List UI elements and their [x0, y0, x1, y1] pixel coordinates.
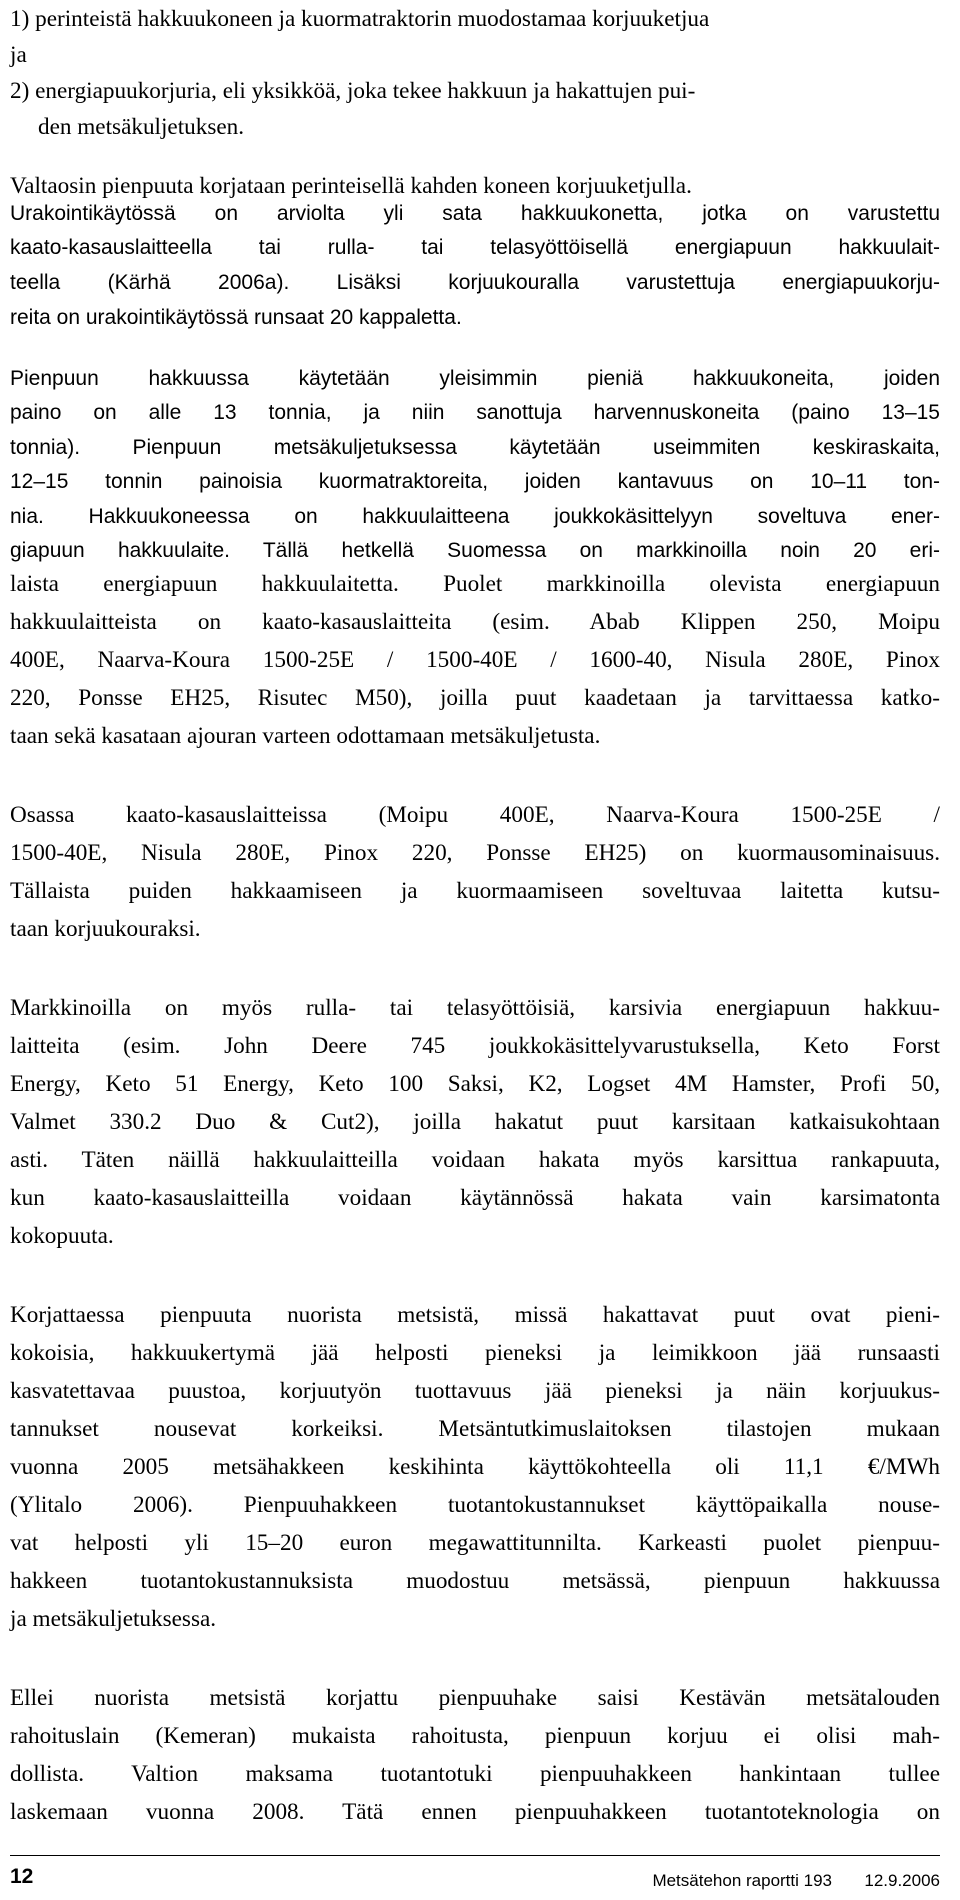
paragraph-line: Tällaista puiden hakkaamiseen ja kuormaamiseen soveltuvaa laitetta kutsu-: [10, 878, 940, 904]
paragraph-line: Valtaosin pienpuuta korjataan perinteisellä kahden koneen korjuuketjulla.: [10, 173, 692, 199]
paragraph-line: giapuun hakkuulaite. Tällä hetkellä Suomessa on markkinoilla noin 20 eri-: [10, 539, 940, 562]
paragraph-line: teella (Kärhä 2006a). Lisäksi korjuukouralla varustettuja energiapuukorju-: [10, 271, 940, 294]
list-item-2-continued: den metsäkuljetuksen.: [38, 114, 245, 140]
paragraph-line: paino on alle 13 tonnia, ja niin sanottuja harvennuskoneita (paino 13–15: [10, 401, 940, 424]
paragraph-line: hakkuulaitteista on kaato-kasauslaitteita (esim. Abab Klippen 250, Moipu: [10, 609, 940, 635]
footer-rule: [10, 1855, 940, 1856]
paragraph-line: dollista. Valtion maksama tuotantotuki pienpuuhakkeen hankintaan tullee: [10, 1761, 940, 1787]
paragraph-line: nia. Hakkuukoneessa on hakkuulaitteena joukkokäsittelyyn soveltuva ener-: [10, 505, 940, 528]
paragraph-line: Urakointikäytössä on arviolta yli sata hakkuukonetta, jotka on varustettu: [10, 202, 940, 225]
paragraph-line: laista energiapuun hakkuulaitetta. Puolet markkinoilla olevista energiapuun: [10, 571, 940, 597]
paragraph-line: vat helposti yli 15–20 euron megawattitunnilta. Karkeasti puolet pienpuu-: [10, 1530, 940, 1556]
paragraph-line: laitteita (esim. John Deere 745 joukkokäsittelyvarustuksella, Keto Forst: [10, 1033, 940, 1059]
paragraph-line: kokoisia, hakkuukertymä jää helposti pieneksi ja leimikkoon jää runsaasti: [10, 1340, 940, 1366]
paragraph-line: kasvatettavaa puustoa, korjuutyön tuottavuus jää pieneksi ja näin korjuukus-: [10, 1378, 940, 1404]
paragraph-line: taan korjuukouraksi.: [10, 916, 201, 942]
paragraph-line: kun kaato-kasauslaitteilla voidaan käytännössä hakata vain karsimatonta: [10, 1185, 940, 1211]
paragraph-line: taan sekä kasataan ajouran varteen odottamaan metsäkuljetusta.: [10, 723, 601, 749]
page-number: 12: [10, 1865, 34, 1888]
paragraph-line: rahoituslain (Kemeran) mukaista rahoitusta, pienpuun korjuu ei olisi mah-: [10, 1723, 940, 1749]
paragraph-line: Ellei nuorista metsistä korjattu pienpuuhake saisi Kestävän metsätalouden: [10, 1685, 940, 1711]
paragraph-line: vuonna 2005 metsähakkeen keskihinta käyttökohteella oli 11,1 €/MWh: [10, 1454, 940, 1480]
paragraph-line: tannukset nousevat korkeiksi. Metsäntutkimuslaitoksen tilastojen mukaan: [10, 1416, 940, 1442]
paragraph-line: Korjattaessa pienpuuta nuorista metsistä, missä hakattavat puut ovat pieni-: [10, 1302, 940, 1328]
list-item-2: 2) energiapuukorjuria, eli yksikköä, joka tekee hakkuun ja hakattujen pui-: [10, 78, 696, 104]
paragraph-line: laskemaan vuonna 2008. Tätä ennen pienpuuhakkeen tuotantoteknologia on: [10, 1799, 940, 1825]
paragraph-line: Markkinoilla on myös rulla- tai telasyöttöisiä, karsivia energiapuun hakkuu-: [10, 995, 940, 1021]
paragraph-line: Energy, Keto 51 Energy, Keto 100 Saksi, K2, Logset 4M Hamster, Profi 50,: [10, 1071, 940, 1097]
paragraph-line: 400E, Naarva-Koura 1500-25E / 1500-40E / 1600-40, Nisula 280E, Pinox: [10, 647, 940, 673]
paragraph-line: tonnia). Pienpuun metsäkuljetuksessa käytetään useimmiten keskiraskaita,: [10, 436, 940, 459]
paragraph-line: 12–15 tonnin painoisia kuormatraktoreita, joiden kantavuus on 10–11 ton-: [10, 470, 940, 493]
paragraph-line: reita on urakointikäytössä runsaat 20 kappaletta.: [10, 306, 462, 329]
list-item-1-continued: ja: [10, 42, 27, 68]
paragraph-line: 1500-40E, Nisula 280E, Pinox 220, Ponsse EH25) on kuormausominaisuus.: [10, 840, 940, 866]
paragraph-line: ja metsäkuljetuksessa.: [10, 1606, 217, 1632]
paragraph-line: Valmet 330.2 Duo & Cut2), joilla hakatut puut karsitaan katkaisukohtaan: [10, 1109, 940, 1135]
paragraph-line: kokopuuta.: [10, 1223, 114, 1249]
paragraph-line: 220, Ponsse EH25, Risutec M50), joilla puut kaadetaan ja tarvittaessa katko-: [10, 685, 940, 711]
paragraph-line: (Ylitalo 2006). Pienpuuhakkeen tuotantokustannukset käyttöpaikalla nouse-: [10, 1492, 940, 1518]
paragraph-line: hakkeen tuotantokustannuksista muodostuu metsässä, pienpuun hakkuussa: [10, 1568, 940, 1594]
paragraph-line: Pienpuun hakkuussa käytetään yleisimmin pieniä hakkuukoneita, joiden: [10, 367, 940, 390]
paragraph-line: asti. Täten näillä hakkuulaitteilla voidaan hakata myös karsittua rankapuuta,: [10, 1147, 940, 1173]
publication-title: Metsätehon raportti 193: [652, 1871, 832, 1890]
paragraph-line: kaato-kasauslaitteella tai rulla- tai telasyöttöisellä energiapuun hakkuulait-: [10, 236, 940, 259]
list-item-1: 1) perinteistä hakkuukoneen ja kuormatraktorin muodostamaa korjuuketjua: [10, 6, 710, 32]
publication-date: 12.9.2006: [864, 1871, 940, 1890]
paragraph-line: Osassa kaato-kasauslaitteissa (Moipu 400E, Naarva-Koura 1500-25E /: [10, 802, 940, 828]
